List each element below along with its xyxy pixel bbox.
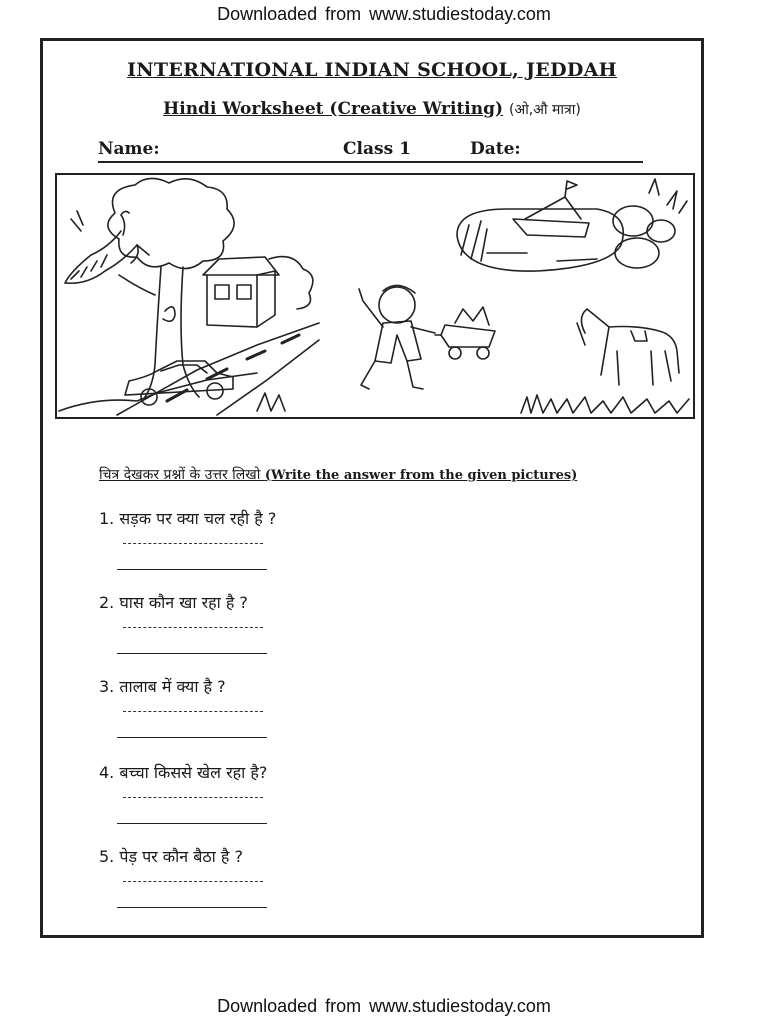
question-3: 3. तालाब में क्या है ? [99, 677, 226, 696]
answer-line-3[interactable] [117, 737, 267, 738]
answer-line-1[interactable] [117, 569, 267, 570]
date-label: Date: [470, 139, 521, 159]
question-4: 4. बच्चा किससे खेल रहा है? [99, 763, 268, 782]
worksheet-title [43, 99, 701, 119]
picture-box [55, 173, 695, 419]
school-name: INTERNATIONAL INDIAN SCHOOL, JEDDAH [127, 59, 617, 81]
answer-line-2[interactable] [117, 653, 267, 654]
question-5: 5. पेड़ पर कौन बैठा है ? [99, 847, 243, 866]
answer-dash-1 [123, 543, 263, 544]
answer-dash-5 [123, 881, 263, 882]
answer-dash-3 [123, 711, 263, 712]
question-1: 1. सड़क पर क्या चल रही है ? [99, 509, 277, 528]
scene-illustration [57, 175, 693, 417]
stones-icon [613, 179, 687, 268]
boy-icon [359, 285, 435, 389]
house-icon [203, 257, 313, 327]
worksheet-frame [40, 38, 704, 938]
answer-line-5[interactable] [117, 907, 267, 908]
question-2: 2. घास कौन खा रहा है ? [99, 593, 248, 612]
answer-dash-4 [123, 797, 263, 798]
car-icon [125, 361, 233, 405]
answer-line-4[interactable] [117, 823, 267, 824]
pond-icon [457, 209, 623, 271]
worksheet-title-text: Hindi Worksheet (Creative Writing) [163, 99, 504, 119]
student-info-row [98, 139, 643, 163]
peacock-icon [65, 211, 149, 283]
instruction-english: (Write the answer from the given pictures) [264, 468, 578, 483]
instruction [99, 465, 577, 484]
toy-cart-icon [435, 307, 495, 359]
worksheet-title-suffix: (ओ,औ मात्रा) [508, 102, 581, 118]
road-icon [117, 323, 319, 415]
name-label: Name: [98, 139, 160, 159]
download-banner-top: Downloaded from www.studiestoday.com [217, 4, 551, 24]
class-label: Class 1 [343, 139, 411, 159]
grass-icon [257, 393, 689, 413]
instruction-hindi: चित्र देखकर प्रश्नों के उत्तर लिखो [99, 467, 261, 483]
answer-dash-2 [123, 627, 263, 628]
horse-icon [577, 309, 679, 385]
download-banner-bottom: Downloaded from www.studiestoday.com [217, 996, 551, 1016]
